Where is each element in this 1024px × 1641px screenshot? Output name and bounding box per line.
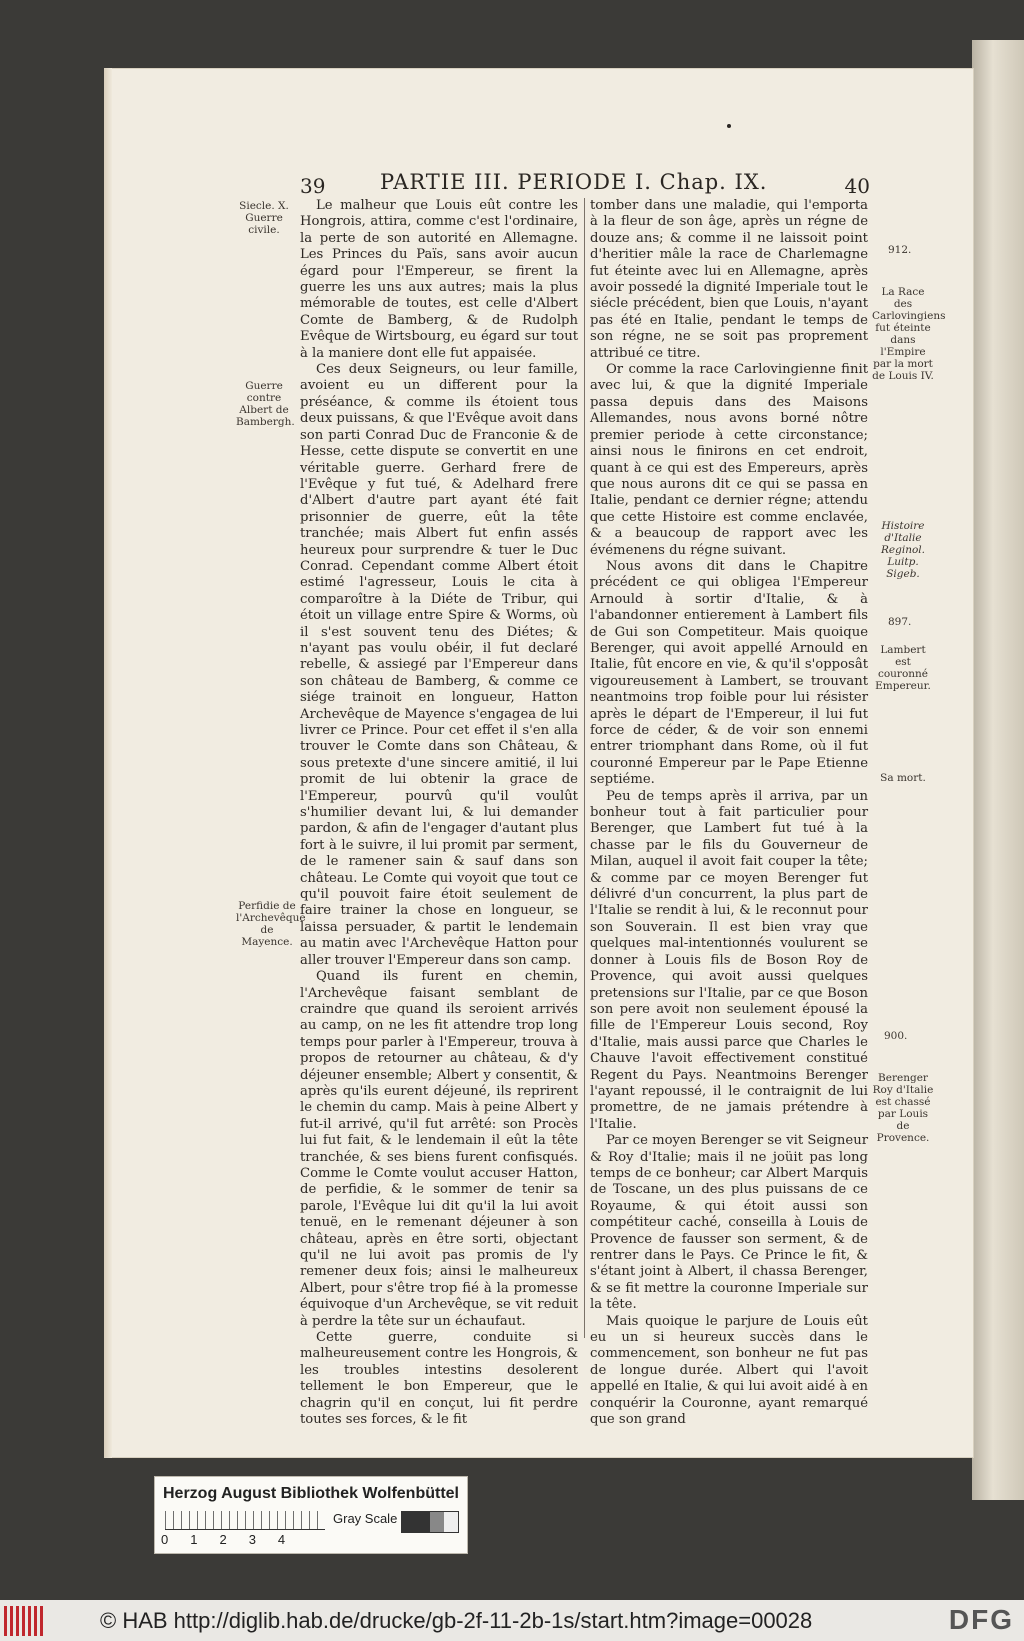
viewer-footer: [0, 1600, 1024, 1641]
margin-note-left: Guerre contre Albert de Bambergh.: [236, 380, 295, 428]
paragraph: Cette guerre, conduite si malheureusement contre les Hongrois, & les troubles intestins desolerent tellement le bon Empereur, que le chagrin qu'il en conçut, lui fit perdre toutes ses forces, & le fit: [300, 1330, 578, 1428]
paragraph: Peu de temps après il arriva, par un bonheur tout à fait particulier pour Berenger, que Lambert fut tué à la chasse par le fils du Gouverneur de Milan, auquel il avoit fait couper la tête; & comme par ce moyen Berenger fut délivré d'un concurrent, la plus part de l'Italie se rendit à lui, & le reconnut pour son Souverain. Il est bien vray que quelques mal-intentionnés voulurent se donner à Louis fils de Boson Roy de Provence, qui avoit aussi quelques pretensions sur l'Italie, par ce que Boson son pere avoit non seulement épousé la fille de l'Empereur Louis second, Roy d'Italie, mais aussi parce que Charles le Chauve l'avoit effectivement constitué Regent du Pays. Neantmoins Berenger l'ayant repoussé, il le contraignit de lui promettre, de ne jamais prétendre à l'Italie.: [590, 788, 868, 1132]
ink-dot: [727, 124, 731, 128]
margin-note-right: La Race des Carlovingiens fut éteinte dans l'Empire par la mort de Louis IV.: [872, 286, 946, 382]
hab-logo-icon: [4, 1606, 44, 1636]
margin-note-right: Berenger Roy d'Italie est chassé par Louis de Provence.: [872, 1072, 934, 1144]
library-label: [154, 1476, 468, 1554]
paragraph: tomber dans une maladie, qui l'emporta à la fleur de son âge, après un régne de douze ans; & comme il ne laissoit point d'heritier mâle la race de Charlemagne fut éteinte avec lui en Allemagne, après avoir possedé la dignité Imperiale tout le siécle précédent, bien que Louis, n'ayant pas été en Italie, pendant le temps de son régne, ne se soit pas proprement attribué ce titre.: [590, 198, 868, 361]
margin-note-left: Perfidie de l'Archevêque de Mayence.: [236, 900, 306, 948]
margin-note-right: Lambert est couronné Empereur.: [875, 644, 931, 692]
ruler-numbers: 01234: [161, 1532, 308, 1547]
margin-note-right: Histoire d'Italie Reginol. Luitp. Sigeb.: [881, 520, 925, 580]
ruler-ticks: [165, 1511, 325, 1529]
paragraph: Or comme la race Carlovingienne finit avec lui, & que la dignité Imperiale passa depuis dans des Maisons Allemandes, nous avons borné nôtre premier periode à cette circonstance; ainsi nous le finirons en cet endroit, quant à ce qui est des Empereurs, après que nous aurons dit ce qui se passa en Italie, pendant ce dernier régne; attendu que cette Histoire est comme enclavée, & a beaucoup de rapport avec les évémenens du régne suivant.: [590, 362, 868, 558]
page-number-left: 39: [300, 174, 326, 198]
book-binding: [972, 40, 1024, 1500]
paragraph: Ces deux Seigneurs, ou leur famille, avoient eu un different pour la préséance, & comme ils étoient tous deux puissans, & que l'Evêque avoit dans son parti Conrad Duc de Franconie & de Hesse, cette dispute se convertit en une véritable guerre. Gerhard frere de l'Evêque y fut tué, & Adelhard frere d'Albert d'autre part ayant été fait prisonnier de guerre, eût la tête tranchée; mais Albert fut enfin assés heureux pour surprendre & tuer le Duc Conrad. Cependant comme Albert étoit estimé l'agresseur, Louis le cita à comparoître à la Diéte de Tribur, qui étoit un village entre Spire & Worms, où il s'est souvent tenu des Diétes; & n'ayant pas voulu obéir, il fut declaré rebelle, & assiegé par l'Empereur dans son château de Bamberg, & comme ce siége trainoit en longueur, Hatton Archevêque de Mayence s'engagea de lui livrer ce Prince. Pour cet effet il s'en alla trouver le Comte dans son Château, & sous pretexte d'une sincere amitié, il lui promit de lui obtenir la grace de l'Empereur, pourvû qu'il voulût s'humilier devant lui, & lui demander pardon, & afin de l'engager d'autant plus fort à le suivre, il lui promit par serment, de le ramener sain & sauf dans son château. Le Comte qui voyoit que tout ce qu'il pouvoit faire étoit seulement de faire trainer la chose en longueur, se laissa persuader, & partit le lendemain au matin avec l'Archevêque Hatton pour aller trouver l'Empereur dans son camp.: [300, 362, 578, 968]
running-head: PARTIE III. PERIODE I. Chap. IX.: [380, 170, 768, 194]
paragraph: Nous avons dit dans le Chapitre précédent ce qui obligea l'Empereur Arnould à sortir d'Italie, & à l'abandonner entierement à Lambert fils de Gui son Competiteur. Mais quoique Berenger, qui avoit appellé Arnould en Italie, fût encore en vie, & qu'il s'opposât vigoureusement à Lambert, se trouvant neantmoins trop foible pour lui résister après le départ de l'Empereur, il lui fut force de céder, & de voir son ennemi entrer triomphant dans Rome, où il fut couronné Empereur par le Pape Etienne septiéme.: [590, 558, 868, 788]
margin-note-left: Siecle. X. Guerre civile.: [239, 200, 289, 236]
paragraph: Le malheur que Louis eût contre les Hongrois, attira, comme c'est l'ordinaire, la perte de son autorité en Allemagne. Les Princes du Païs, sans avoir aucun égard pour l'Empereur, se firent la guerre les uns aux autres; mais la plus mémorable de toutes, est celle d'Albert Comte de Bamberg, & de Rudolph Evêque de Wirtsbourg, eu égard sur tout à la maniere dont elle fut appaisée.: [300, 198, 578, 361]
dfg-logo: DFG: [948, 1604, 1014, 1635]
column-rule: [584, 198, 585, 1338]
text-column-left: [300, 198, 578, 1428]
gray-scale-swatch: [401, 1511, 459, 1533]
margin-year: 897.: [888, 616, 912, 628]
paragraph: Mais quoique le parjure de Louis eût eu un si heureux succès dans le commencement, son bonheur ne fut pas de longue durée. Albert qui l'avoit appellé en Italie, & qui lui avoit aidé à en conquérir la Couronne, ayant remarqué que son grand: [590, 1313, 868, 1428]
gray-scale-label: Gray Scale: [333, 1511, 398, 1526]
page-edge: [104, 68, 112, 1458]
library-name: Herzog August Bibliothek Wolfenbüttel: [163, 1485, 459, 1502]
page-number-right: 40: [844, 174, 870, 198]
margin-year: 912.: [888, 244, 912, 256]
paragraph: Par ce moyen Berenger se vit Seigneur & Roy d'Italie; mais il ne joüit pas long temps de ce bonheur; car Albert Marquis de Toscane, un des plus puissans de ce Royaume, & qui étoit aussi son compétiteur caché, conseilla à Louis de Provence de fausser son serment, & de rentrer dans le Pays. Ce Prince le fit, & s'étant joint à Albert, il chassa Berenger, & se fit mettre la couronne Imperiale sur la tête.: [590, 1133, 868, 1313]
margin-year: 900.: [884, 1030, 908, 1042]
text-column-right: [590, 198, 868, 1428]
margin-note-right: Sa mort.: [880, 772, 926, 784]
footer-url[interactable]: © HAB http://diglib.hab.de/drucke/gb-2f-11-2b-1s/start.htm?image=00028: [100, 1608, 813, 1633]
scale-ruler: [165, 1511, 325, 1530]
paragraph: Quand ils furent en chemin, l'Archevêque faisant semblant de craindre que quand ils seroient arrivés au camp, on ne les fit attendre trop long temps pour parler à l'Empereur, trouva à propos de retourner au château, & d'y déjeuner ensemble; Albert y consentit, & après qu'ils eurent déjeuné, ils reprirent le chemin du camp. Mais à peine Albert y fut-il arrivé, qu'il fut arrêté: son Procès lui fut fait, & le lendemain il eût la tête tranchée, & ses biens furent confisqués. Comme le Comte voulut accuser Hatton, de perfidie, & le sommer de tenir sa parole, l'Evêque lui dit qu'il la lui avoit tenuë, en le remenant déjeuner à son château, après en être sorti, objectant qu'il ne lui avoit pas promis de l'y remener deux fois; ainsi le malheureux Albert, pour s'être trop fié à la promesse équivoque d'un Archevêque, se vit reduit à perdre la tête sur un échaufaut.: [300, 969, 578, 1329]
